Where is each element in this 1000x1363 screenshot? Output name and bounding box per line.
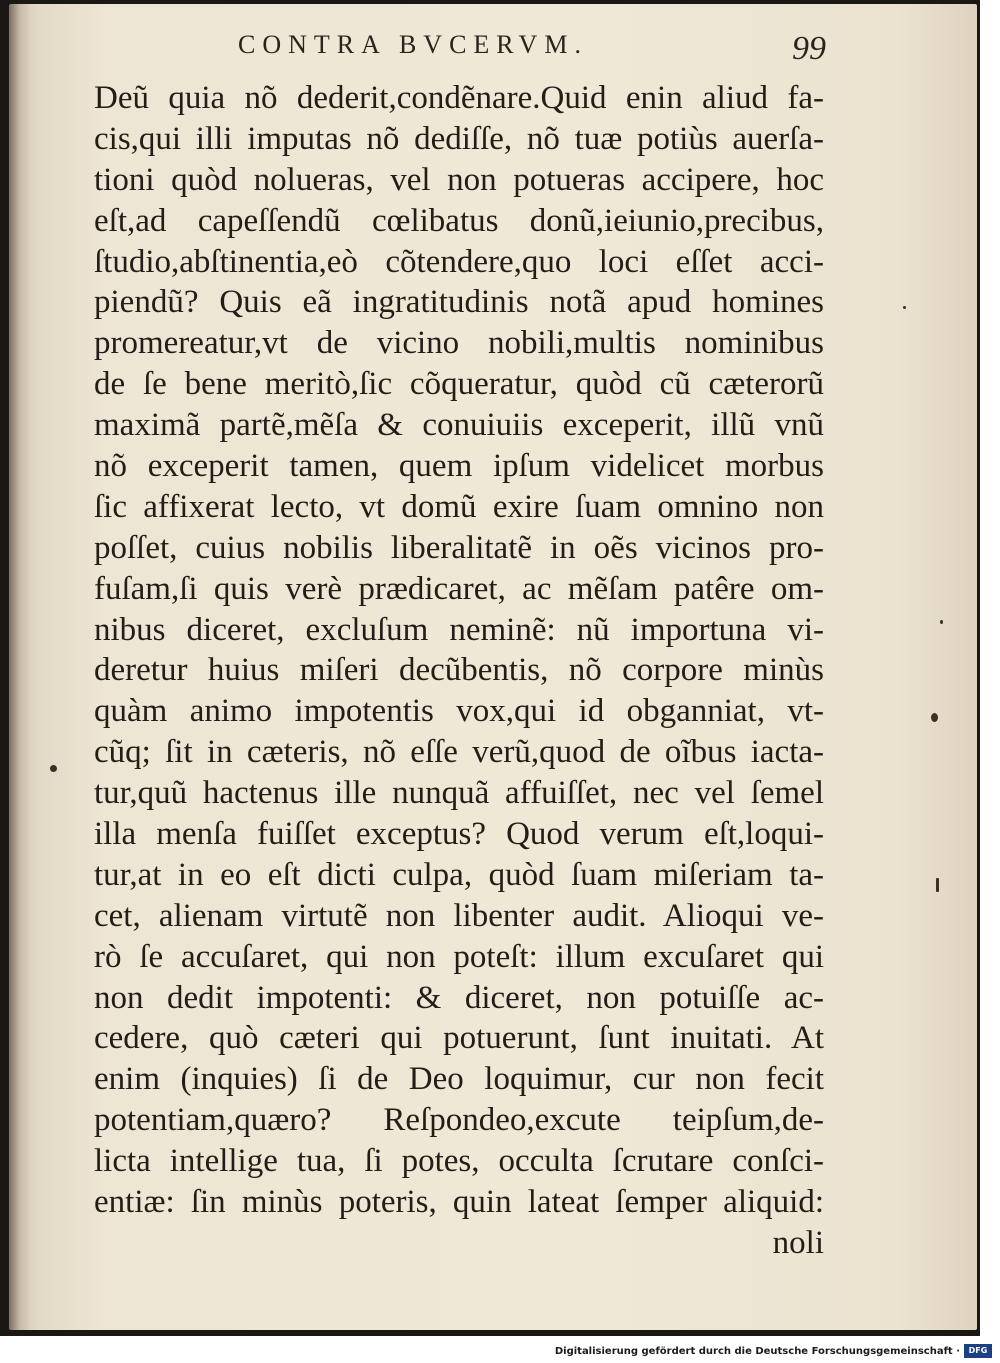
text-line: potentiam,quæro? Reſpondeo,excute teipſum,de-: [94, 1102, 824, 1139]
digitization-credit: Digitalisierung gefördert durch die Deutsche Forschungsgemeinschaft ·: [554, 1346, 960, 1357]
text-line: tioni quòd nolueras, vel non potueras accipere, hoc: [94, 161, 824, 198]
ink-speck: [50, 765, 57, 772]
text-line: Deũ quia nõ dederit,condẽnare.Quid enin aliud fa-: [94, 80, 824, 116]
text-line: licta intellige tua, ſi potes, occulta ſcrutare conſci-: [94, 1143, 824, 1180]
catchword: noli: [772, 1224, 824, 1261]
text-line: tur,quũ hactenus ille nunquã affuiſſet, nec vel ſemel: [94, 775, 824, 812]
text-line: de ſe bene meritò,ſic cõqueratur, quòd cũ cæterorũ: [94, 366, 824, 403]
text-line: ſtudio,abſtinentia,eò cõtendere,quo loci eſſet acci-: [94, 243, 824, 280]
text-line: cedere, quò cæteri qui potuerunt, ſunt inuitati. At: [94, 1020, 824, 1057]
text-line: cũq; ſit in cæteris, nõ eſſe verũ,quod de oĩbus iacta-: [94, 734, 824, 771]
page-gutter-shadow: [9, 4, 31, 1330]
text-line: fuſam,ſi quis verè prædicaret, ac mẽſam patêre om-: [94, 570, 824, 607]
ink-speck: [940, 620, 943, 624]
text-line: eſt,ad capeſſendũ cœlibatus donũ,ieiunio,precibus,: [94, 202, 824, 239]
text-line: tur,at in eo eſt dicti culpa, quòd ſuam miſeriam ta-: [94, 856, 824, 893]
text-line: cis,qui illi imputas nõ dediſſe, nõ tuæ potiùs auerſa-: [94, 120, 824, 157]
text-line: non dedit impotenti: & diceret, non potuiſſe ac-: [94, 979, 824, 1016]
dfg-logo: DFG: [964, 1344, 992, 1358]
text-line: deretur huius miſeri decũbentis, nõ corpore minùs: [94, 652, 824, 689]
text-line: rò ſe accuſaret, qui non poteſt: illum excuſaret qui: [94, 938, 824, 975]
text-line: maximã partẽ,mẽſa & conuiuiis exceperit, illũ vnũ: [94, 407, 824, 444]
text-line: promereatur,vt de vicino nobili,multis nominibus: [94, 325, 824, 362]
page-number: 99: [792, 30, 826, 67]
text-line: nibus diceret, excluſum neminẽ: nũ importuna vi-: [94, 611, 824, 648]
text-line: cet, alienam virtutẽ non libenter audit. Alioqui ve-: [94, 897, 824, 934]
text-line: entiæ: ſin minùs poteris, quin lateat ſemper aliquid:: [94, 1184, 824, 1221]
text-line: quàm animo impotentis vox,qui id obganniat, vt-: [94, 693, 824, 730]
ink-speck: [936, 878, 939, 892]
text-line: illa menſa fuiſſet exceptus? Quod verum eſt,loqui-: [94, 816, 824, 853]
body-text: [94, 78, 824, 1264]
text-line: poſſet, cuius nobilis liberalitatẽ in oẽs vicinos pro-: [94, 529, 824, 566]
ink-speck: [903, 306, 906, 309]
text-line: nõ exceperit tamen, quem ipſum videlicet morbus: [94, 448, 824, 485]
running-head: CONTRA BVCERVM.: [238, 30, 588, 59]
text-line: piendũ? Quis eã ingratitudinis notã apud homines: [94, 284, 824, 321]
text-line: enim (inquies) ſi de Deo loquimur, cur non fecit: [94, 1061, 824, 1098]
ink-speck: [931, 713, 938, 722]
text-line: ſic affixerat lecto, vt domũ exire ſuam omnino non: [94, 488, 824, 525]
